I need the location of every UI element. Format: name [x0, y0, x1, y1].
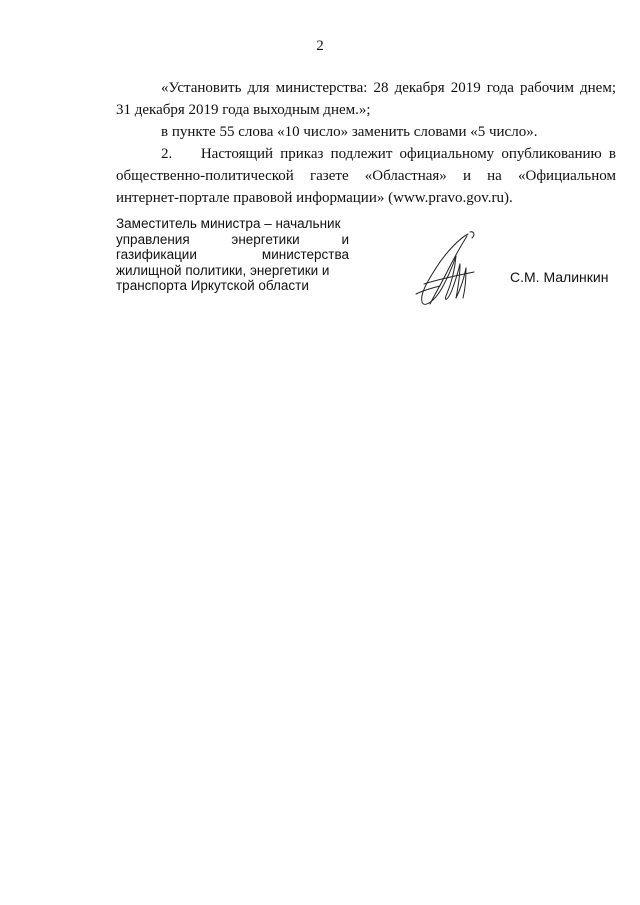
paragraph-amendment-quote: «Установить для министерства: 28 декабря 2019 года рабочим днем; 31 декабря 2019 года выходным днем.»;	[116, 80, 616, 118]
signer-position-title	[116, 216, 349, 294]
page-number: 2	[316, 38, 324, 54]
signer-title-line: жилищной политики, энергетики и	[116, 262, 330, 278]
signer-title-line: управления энергетики и	[116, 231, 349, 247]
paragraph-amendment-item-55: в пункте 55 слова «10 число» заменить словами «5 число».	[161, 124, 538, 140]
signer-title-line: газификации министерства	[116, 247, 349, 262]
handwritten-signature-icon	[410, 228, 480, 310]
paragraph-publication-order: 2. Настоящий приказ подлежит официальному опубликованию в общественно-политической газете «Областная» и на «Официальном интернет-портале правовой информации» (www.pravo.gov.ru).	[116, 146, 616, 206]
document-body	[116, 77, 616, 209]
signer-name: С.М. Малинкин	[510, 269, 609, 285]
signer-title-line: транспорта Иркутской области	[116, 278, 309, 293]
signer-title-line: Заместитель министра – начальник	[116, 216, 341, 231]
